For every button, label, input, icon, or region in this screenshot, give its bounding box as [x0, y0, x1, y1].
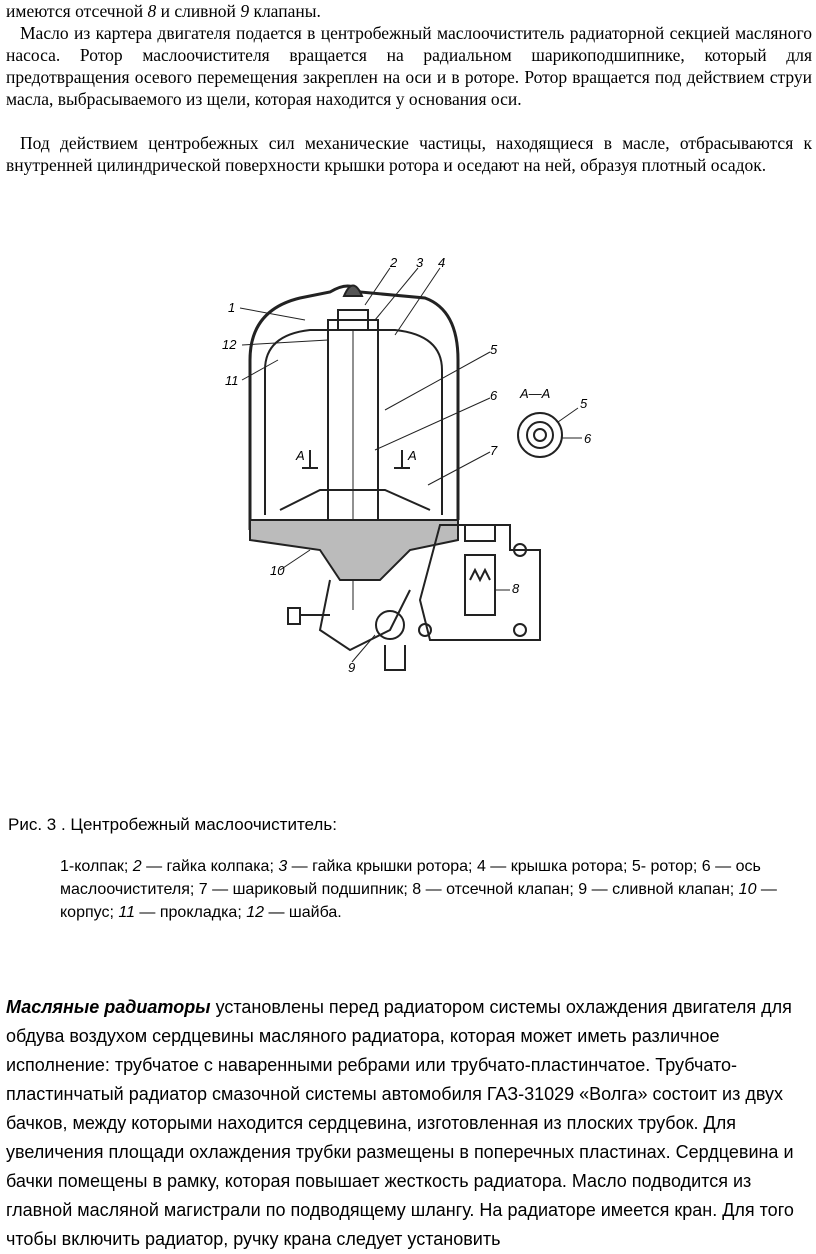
label-11: 11 [225, 373, 239, 388]
intro-text-b: и сливной [156, 1, 241, 21]
figure-legend [60, 855, 808, 924]
legend-part: — гайка колпака; [141, 858, 279, 875]
label-10: 10 [270, 563, 285, 578]
radiator-text: установлены перед радиатором системы охлаждения двигателя для обдува воздухом сердцевины масляного радиатора, которая может иметь различное исполнение: трубчатое с наваренными ребрами или трубчато-пластинчатое. Трубчато-пластинчатый радиатор смазочной системы автомобиля ГАЗ-31029 «Волга» состоит из двух бачков, между которыми находится сердцевина, изготовленная из плоских трубок. Для увеличения площади охлаждения трубки размещены в поперечных пластинах. Сердцевина и бачки помещены в рамку, которая повышает жесткость радиатора. Масло подводится из главной масляной магистрали по подводящему шлангу. На радиаторе имеется кран. Для того чтобы включить радиатор, ручку крана следует установить [6, 997, 794, 1249]
legend-num: 12 [246, 904, 265, 921]
label-8: 8 [512, 581, 520, 596]
legend-part: — прокладка; [134, 904, 247, 921]
label-12: 12 [222, 337, 237, 352]
legend-part: 1-колпак; [60, 858, 133, 875]
legend-num: 3 [278, 858, 288, 875]
label-4: 4 [438, 255, 446, 270]
intro-text-c: клапаны. [249, 1, 321, 21]
centrifuge-figure [210, 250, 610, 690]
legend-num: 2 [132, 858, 142, 875]
label-1: 1 [228, 300, 236, 315]
valve-number-9: 9 [240, 1, 250, 21]
legend-part: — гайка крышки ротора; 4 — крышка ротора; 5- ротор; 6 — ось маслоочистителя; 7 — шариковый подшипник; 8 — отсечной клапан; 9 — сливной клапан; [60, 858, 761, 898]
intro-text-a: имеются отсечной [6, 1, 148, 21]
label-3: 3 [416, 255, 424, 270]
label-7: 7 [490, 443, 498, 458]
cut-mark-left: А [296, 448, 305, 463]
paragraph-centrifugal: Под действием центробежных сил механические частицы, находящиеся в масле, отбрасываются к внутренней цилиндрической поверхности крышки ротора и оседают на ней, образуя плотный осадок. [6, 133, 812, 175]
legend-num: 11 [118, 904, 135, 921]
label-5: 5 [490, 342, 498, 357]
valve-number-8: 8 [147, 1, 157, 21]
paragraph-oil-flow: Масло из картера двигателя подается в центробежный маслоочиститель радиаторной секцией масляного насоса. Ротор маслоочистителя вращается на радиальном шарикоподшипнике, который для предотвращения осевого перемещения закреплен на оси и в роторе. Ротор вращается под действием струи масла, выбрасываемого из щели, которая находится у основания оси. [6, 23, 812, 109]
legend-part: — корпус; [60, 881, 777, 921]
radiator-paragraph [6, 993, 812, 1254]
intro-line [6, 0, 812, 22]
section-label-5: 5 [580, 396, 588, 411]
label-2: 2 [390, 255, 398, 270]
section-title: А—А [520, 386, 551, 401]
label-6: 6 [490, 388, 498, 403]
label-9: 9 [348, 660, 356, 675]
cut-mark-right: А [408, 448, 417, 463]
section-label-6: 6 [584, 431, 592, 446]
figure-caption: Рис. 3 . Центробежный маслоочиститель: [8, 815, 337, 834]
centrifuge-drawing [210, 250, 610, 690]
term-oil-radiators: Масляные радиаторы [6, 997, 211, 1017]
legend-part: — шайба. [264, 904, 342, 921]
legend-num: 10 [738, 881, 757, 898]
